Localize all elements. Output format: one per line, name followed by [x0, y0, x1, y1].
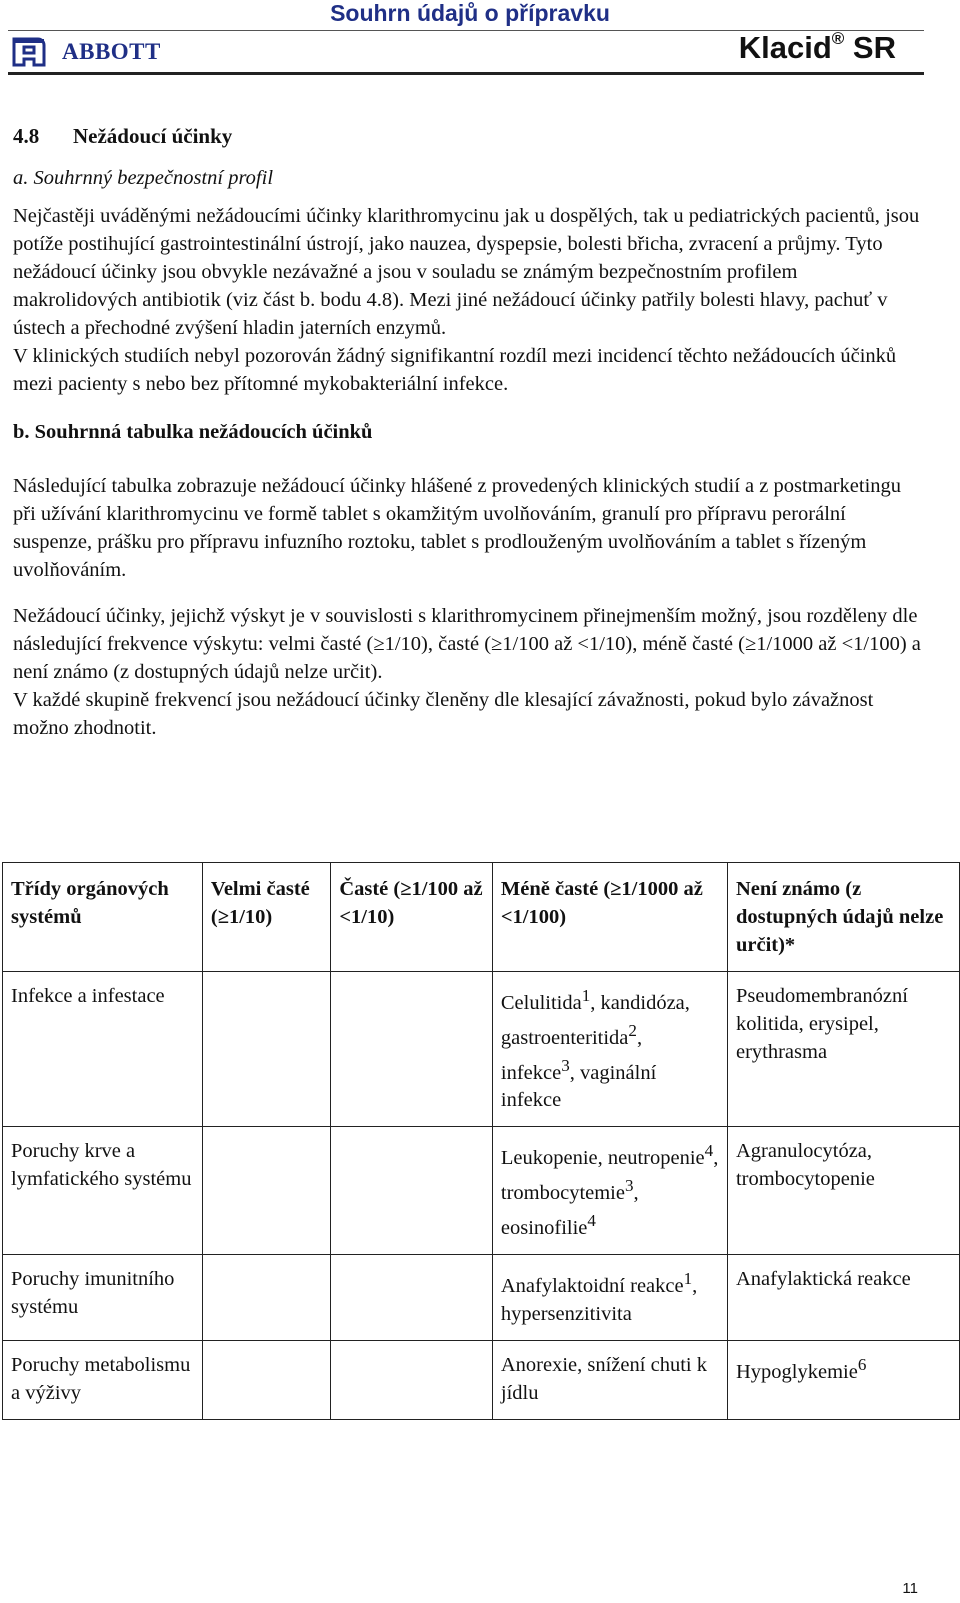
product-brand [739, 30, 896, 66]
brand-name: Klacid [738, 30, 832, 65]
document-title: Souhrn údajů o přípravku [330, 0, 610, 26]
section-number: 4.8 [13, 124, 40, 148]
company-name: ABBOTT [62, 39, 161, 64]
subsection-b-heading: b. Souhrnná tabulka nežádoucích účinků [13, 421, 373, 443]
paragraph-b1: Následující tabulka zobrazuje nežádoucí účinky hlášené z provedených klinických studií a z postmarketingu při užívání klarithromycinu ve formě tablet s okamžitým uvolňováním, granulí pro přípravu perorální suspenze, prášku pro přípravu infuzního roztoku, tablet s prodlouženým uvolňováním a tablet s řízeným uvolňováním. [13, 475, 902, 581]
cell-soc: Poruchy krve a lymfatického systému [3, 1127, 203, 1254]
page-number: 11 [902, 1580, 918, 1597]
document-body [13, 122, 925, 742]
cell-very-common [202, 1127, 330, 1254]
paragraph-a2: V klinických studiích nebyl pozorován žádný signifikantní rozdíl mezi incidencí těchto nežádoucích účinků mezi pacienty s nebo bez přítomné mykobakteriální infekce. [13, 345, 897, 395]
table-row [3, 1340, 960, 1419]
paragraph-b2: Nežádoucí účinky, jejichž výskyt je v souvislosti s klarithromycinem přinejmenším možný, jsou rozděleny dle následující frekvence výskytu: velmi časté (≥1/10), časté (≥1/100 až <1/10), méně časté (≥1/1000 až <1/100) a není známo (z dostupných údajů nelze určit). [13, 605, 921, 683]
header-soc: Třídy orgánových systémů [3, 863, 203, 972]
cell-not-known: Agranulocytóza, trombocytopenie [727, 1127, 959, 1254]
section-heading [13, 122, 925, 158]
brand-suffix: SR [852, 30, 896, 65]
header-uncommon: Méně časté (≥1/1000 až <1/100) [492, 863, 727, 972]
cell-uncommon: Leukopenie, neutropenie$^4$, trombocytemie$^3$, eosinofilie$^4$ [492, 1127, 727, 1254]
cell-not-known: Pseudomembranózní kolitida, erysipel, erythrasma [727, 972, 959, 1127]
subsection-a-heading: a. Souhrnný bezpečnostní profil [13, 167, 274, 189]
cell-common [331, 1254, 493, 1340]
cell-very-common [202, 1254, 330, 1340]
section-title: Nežádoucí účinky [73, 124, 233, 148]
table-row [3, 1254, 960, 1340]
header-common: Časté (≥1/100 až <1/10) [331, 863, 493, 972]
adverse-effects-table [2, 862, 960, 1420]
cell-very-common [202, 1340, 330, 1419]
cell-very-common [202, 972, 330, 1127]
paragraph-a1: Nejčastěji uváděnými nežádoucími účinky klarithromycinu jak u dospělých, tak u pediatrických pacientů, jsou potíže postihující gastrointestinální ústrojí, jako nauzea, dyspepsie, bolesti břicha, zvracení a průjmy. Tyto nežádoucí účinky jsou obvykle nezávažné a jsou v souladu se známým bezpečnostním profilem makrolidových antibiotik (viz část b. bodu 4.8). Mezi jiné nežádoucí účinky patřily bolesti hlavy, pachuť v ústech a přechodné zvýšení hladin jaterních enzymů. [13, 205, 920, 339]
cell-common [331, 1127, 493, 1254]
table-header-row [3, 863, 960, 972]
header-rule-bottom [8, 72, 924, 75]
header-very-common: Velmi časté (≥1/10) [202, 863, 330, 972]
table-row [3, 972, 960, 1127]
table-row [3, 1127, 960, 1254]
cell-uncommon: Anafylaktoidní reakce$^1$, hypersenzitivita [492, 1254, 727, 1340]
cell-not-known: Hypoglykemie$^6$ [727, 1340, 959, 1419]
paragraph-b3: V každé skupině frekvencí jsou nežádoucí účinky členěny dle klesající závažnosti, pokud bylo závažnost možno zhodnotit. [13, 689, 874, 739]
registered-mark: ® [831, 28, 845, 48]
abbott-logo-icon [12, 37, 46, 67]
company-logo [12, 34, 161, 70]
cell-soc: Poruchy metabolismu a výživy [3, 1340, 203, 1419]
cell-uncommon: Celulitida$^1$, kandidóza, gastroenteritida$^2$, infekce$^3$, vaginální infekce [492, 972, 727, 1127]
cell-not-known: Anafylaktická reakce [727, 1254, 959, 1340]
cell-uncommon: Anorexie, snížení chuti k jídlu [492, 1340, 727, 1419]
cell-soc: Infekce a infestace [3, 972, 203, 1127]
cell-common [331, 1340, 493, 1419]
header-not-known: Není známo (z dostupných údajů nelze určit)* [727, 863, 959, 972]
cell-common [331, 972, 493, 1127]
cell-soc: Poruchy imunitního systému [3, 1254, 203, 1340]
